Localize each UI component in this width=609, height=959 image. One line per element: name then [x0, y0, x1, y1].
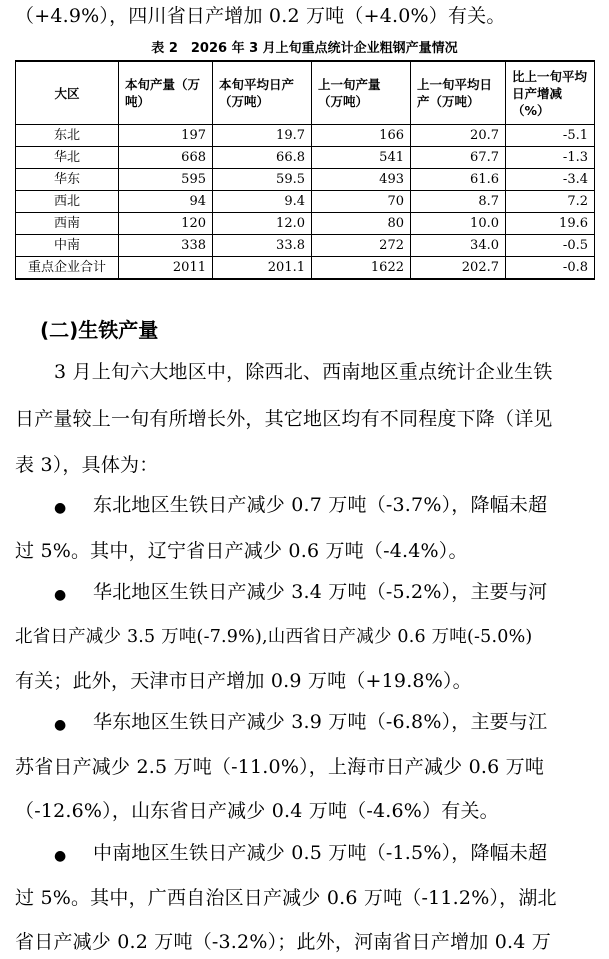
cell-change: 19.6	[506, 213, 595, 235]
cell-current-output: 338	[119, 235, 213, 257]
table-row	[16, 213, 595, 235]
table-row	[16, 169, 595, 191]
paragraph-line: （-12.6%），山东省日产减少 0.4 万吨（-4.6%）有关。	[15, 800, 499, 822]
header-prev-output: 上一旬产量（万吨）	[312, 61, 411, 125]
table-row-total	[16, 257, 595, 280]
bullet-icon: ●	[54, 500, 67, 516]
bullet-icon: ●	[54, 717, 67, 733]
cell-region: 东北	[16, 125, 119, 147]
paragraph-line: 苏省日产减少 2.5 万吨（-11.0%），上海市日产减少 0.6 万吨	[15, 756, 545, 778]
table-row	[16, 125, 595, 147]
table-row	[16, 235, 595, 257]
paragraph-line: 有关；此外，天津市日产增加 0.9 万吨（+19.8%）。	[15, 670, 472, 692]
cell-prev-daily: 10.0	[411, 213, 506, 235]
table-header-row	[16, 61, 595, 125]
cell-current-daily: 9.4	[213, 191, 312, 213]
bullet-line: 中南地区生铁日产减少 0.5 万吨（-1.5%），降幅未超	[93, 842, 548, 864]
cell-current-output: 197	[119, 125, 213, 147]
paragraph-line: 过 5%。其中，广西自治区日产减少 0.6 万吨（-11.2%），湖北	[15, 887, 557, 909]
header-region: 大区	[16, 61, 119, 125]
bullet-icon: ●	[54, 848, 67, 864]
cell-current-output: 120	[119, 213, 213, 235]
header-prev-daily: 上一旬平均日产（万吨）	[411, 61, 506, 125]
bullet-line: 华东地区生铁日产减少 3.9 万吨（-6.8%），主要与江	[93, 711, 548, 733]
cell-region: 华东	[16, 169, 119, 191]
crude-steel-table	[15, 60, 595, 280]
section-heading: (二)生铁产量	[40, 318, 159, 342]
cell-prev-output: 493	[312, 169, 411, 191]
cell-prev-daily: 34.0	[411, 235, 506, 257]
cell-current-daily: 19.7	[213, 125, 312, 147]
cell-change: -1.3	[506, 147, 595, 169]
cell-region: 重点企业合计	[16, 257, 119, 280]
cell-prev-output: 272	[312, 235, 411, 257]
cell-prev-daily: 8.7	[411, 191, 506, 213]
header-current-output: 本旬产量（万吨）	[119, 61, 213, 125]
table-row	[16, 147, 595, 169]
bullet-line: 东北地区生铁日产减少 0.7 万吨（-3.7%），降幅未超	[93, 494, 548, 516]
cell-current-output: 595	[119, 169, 213, 191]
cell-prev-daily: 67.7	[411, 147, 506, 169]
cell-current-daily: 33.8	[213, 235, 312, 257]
cell-current-output: 94	[119, 191, 213, 213]
cell-change: -5.1	[506, 125, 595, 147]
cell-region: 中南	[16, 235, 119, 257]
cell-prev-daily: 202.7	[411, 257, 506, 280]
table-caption: 表 2 2026 年 3 月上旬重点统计企业粗钢产量情况	[151, 41, 458, 56]
bullet-icon: ●	[54, 587, 67, 603]
cell-prev-output: 166	[312, 125, 411, 147]
paragraph-line: 北省日产减少 3.5 万吨(-7.9%),山西省日产减少 0.6 万吨(-5.0%)	[15, 627, 533, 647]
paragraph-line: 3 月上旬六大地区中，除西北、西南地区重点统计企业生铁	[54, 361, 553, 383]
cell-current-output: 2011	[119, 257, 213, 280]
cell-current-output: 668	[119, 147, 213, 169]
cell-change: 7.2	[506, 191, 595, 213]
paragraph-line: 日产量较上一旬有所增长外，其它地区均有不同程度下降（详见	[15, 408, 553, 430]
cell-prev-daily: 61.6	[411, 169, 506, 191]
cell-current-daily: 201.1	[213, 257, 312, 280]
cell-region: 西南	[16, 213, 119, 235]
paragraph-line: 省日产减少 0.2 万吨（-3.2%）；此外，河南省日产增加 0.4 万	[15, 931, 551, 953]
text-line-top: （+4.9%），四川省日产增加 0.2 万吨（+4.0%）有关。	[15, 5, 506, 27]
cell-prev-output: 1622	[312, 257, 411, 280]
cell-current-daily: 66.8	[213, 147, 312, 169]
cell-current-daily: 59.5	[213, 169, 312, 191]
cell-change: -0.8	[506, 257, 595, 280]
cell-region: 华北	[16, 147, 119, 169]
paragraph-line: 过 5%。其中，辽宁省日产减少 0.6 万吨（-4.4%）。	[15, 540, 468, 562]
header-current-daily: 本旬平均日产（万吨）	[213, 61, 312, 125]
cell-change: -3.4	[506, 169, 595, 191]
cell-current-daily: 12.0	[213, 213, 312, 235]
table-row	[16, 191, 595, 213]
cell-prev-output: 80	[312, 213, 411, 235]
cell-prev-output: 541	[312, 147, 411, 169]
paragraph-line: 表 3），具体为：	[15, 454, 159, 476]
cell-change: -0.5	[506, 235, 595, 257]
header-change: 比上一旬平均日产增减（%）	[506, 61, 595, 125]
cell-prev-output: 70	[312, 191, 411, 213]
cell-prev-daily: 20.7	[411, 125, 506, 147]
cell-region: 西北	[16, 191, 119, 213]
bullet-line: 华北地区生铁日产减少 3.4 万吨（-5.2%），主要与河	[93, 581, 548, 603]
